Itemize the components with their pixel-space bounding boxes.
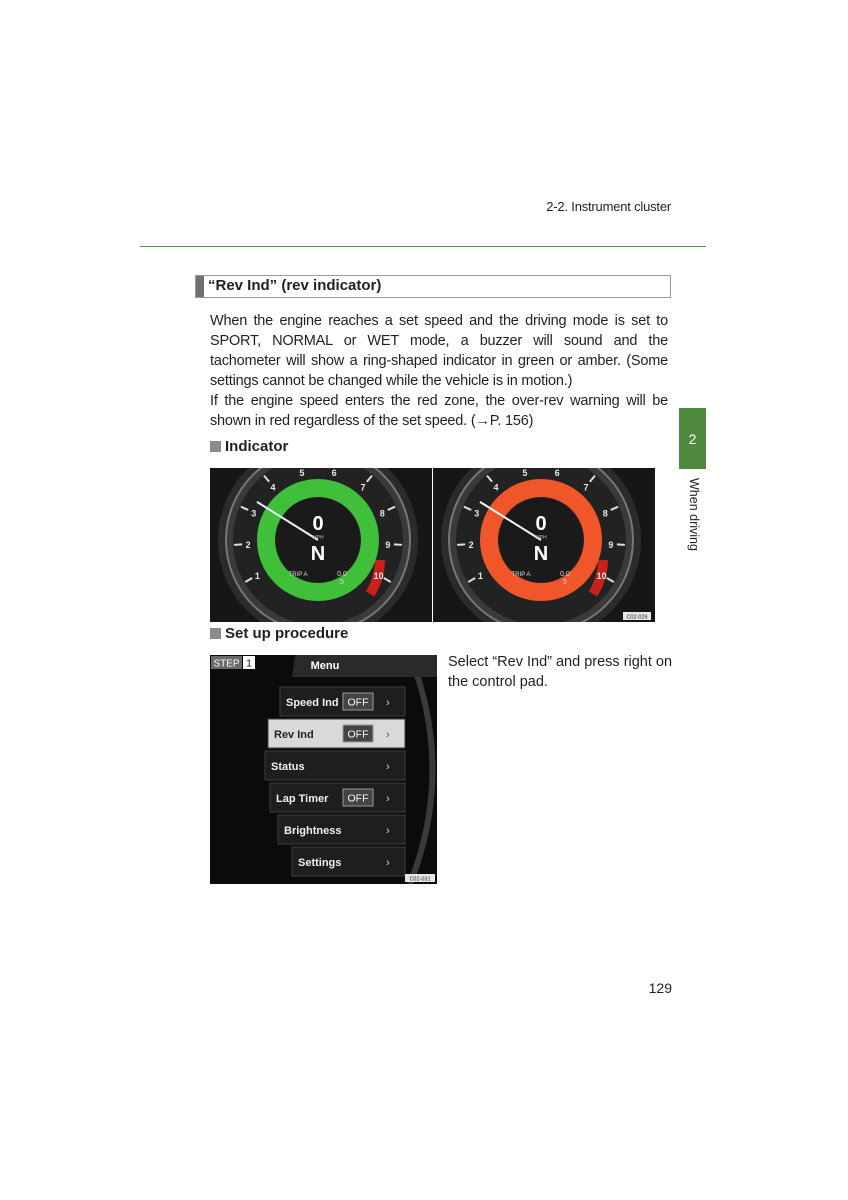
gear-readout: N — [310, 543, 326, 565]
menu-item-label: Brightness — [284, 825, 342, 837]
running-header: 2-2. Instrument cluster — [546, 199, 671, 214]
gauge-tick-label: 6 — [554, 468, 560, 478]
square-bullet-icon — [210, 441, 221, 452]
step-label: STEP — [213, 658, 240, 670]
menu-item-label: Settings — [298, 857, 342, 869]
step-caption: Select “Rev Ind” and press right on the control pad. — [448, 654, 673, 690]
gear-readout: N — [533, 543, 549, 565]
chapter-tab — [679, 408, 706, 469]
gauge-tick-label: 10 — [596, 571, 607, 581]
figure-code: C02-031 — [409, 876, 431, 883]
trip-label: TRIP A — [511, 572, 531, 578]
menu-item-label: Status — [271, 761, 305, 773]
gauge-tick-label: 5 — [522, 468, 528, 478]
gauge-tick-label: 1 — [477, 571, 483, 581]
gauge-tick-label: 4 — [270, 482, 276, 493]
menu-item-label: Lap Timer — [276, 793, 329, 805]
menu-item-value: OFF — [347, 792, 369, 805]
gauge-tick-label: 5 — [299, 468, 305, 478]
setup-heading-text: Set up procedure — [225, 625, 349, 642]
menu-item-label: Rev Ind — [274, 729, 314, 741]
gauge-tick-label: 3 — [474, 508, 480, 519]
tachometer-amber-ring — [433, 468, 655, 622]
speed-unit: MPH — [312, 535, 324, 541]
speed-unit: MPH — [535, 535, 547, 541]
speed-readout: 0 — [535, 513, 547, 535]
tachometer-green-ring — [210, 468, 432, 622]
page-number: 129 — [648, 980, 672, 996]
gauge-figure-green — [210, 468, 432, 622]
chevron-right-icon: › — [386, 697, 390, 709]
gauge-figure-amber — [433, 468, 655, 622]
gauge-tick-label: 4 — [493, 482, 499, 493]
chevron-right-icon: › — [386, 729, 390, 741]
step-number: 1 — [246, 658, 252, 670]
gauge-tick-label: 10 — [373, 571, 384, 581]
menu-item-label: Speed Ind — [286, 697, 339, 709]
gauge-tick-label: 8 — [602, 508, 608, 519]
menu-item-value: OFF — [347, 696, 369, 709]
body-paragraph-1: When the engine reaches a set speed and the driving mode is set to SPORT, NORMAL or WET mode, a buzzer will sound and the tachometer will show a ring-shaped indicator in green or amber. (Some settings cannot be changed while the vehicle is in motion.) — [210, 313, 668, 389]
trip-label: TRIP A — [288, 572, 308, 578]
indicator-subheading — [210, 438, 288, 455]
chevron-right-icon: › — [386, 857, 390, 869]
body-paragraph-2: If the engine speed enters the red zone, the over-rev warning will be shown in red regardless of the set speed. (→P. 156) — [210, 393, 668, 429]
gauge-tick-label: 2 — [245, 540, 251, 551]
gauge-tick-label: 3 — [251, 508, 257, 519]
trip-value: 0.0 — [337, 571, 347, 578]
indicator-heading-text: Indicator — [225, 438, 289, 455]
gauge-tick-label: 6 — [331, 468, 337, 478]
gauge-tick-label: 9 — [608, 540, 614, 551]
range-value: 5 — [340, 579, 344, 586]
speed-readout: 0 — [312, 513, 324, 535]
figure-code: C02-026 — [626, 614, 648, 621]
section-heading-title: “Rev Ind” (rev indicator) — [208, 277, 382, 294]
section-heading-bar — [196, 276, 204, 297]
range-value: 5 — [563, 579, 567, 586]
gauge-tick-label: 7 — [583, 482, 589, 493]
section-heading-box — [195, 275, 671, 298]
chapter-number: 2 — [688, 430, 697, 447]
trip-value: 0.0 — [560, 571, 570, 578]
gauge-tick-label: 2 — [468, 540, 474, 551]
gauge-tick-label: 9 — [385, 540, 391, 551]
chevron-right-icon: › — [386, 825, 390, 837]
menu-figure — [210, 655, 437, 884]
menu-screen — [210, 655, 437, 884]
gauge-tick-label: 8 — [379, 508, 385, 519]
menu-item-value: OFF — [347, 728, 369, 741]
gauge-tick-label: 7 — [360, 482, 366, 493]
header-rule — [140, 246, 706, 247]
body-text — [210, 311, 668, 431]
chapter-label: When driving — [687, 478, 701, 551]
setup-subheading — [210, 625, 348, 642]
square-bullet-icon — [210, 628, 221, 639]
chevron-right-icon: › — [386, 761, 390, 773]
menu-title: Menu — [310, 660, 340, 672]
chevron-right-icon: › — [386, 793, 390, 805]
gauge-tick-label: 1 — [254, 571, 260, 581]
